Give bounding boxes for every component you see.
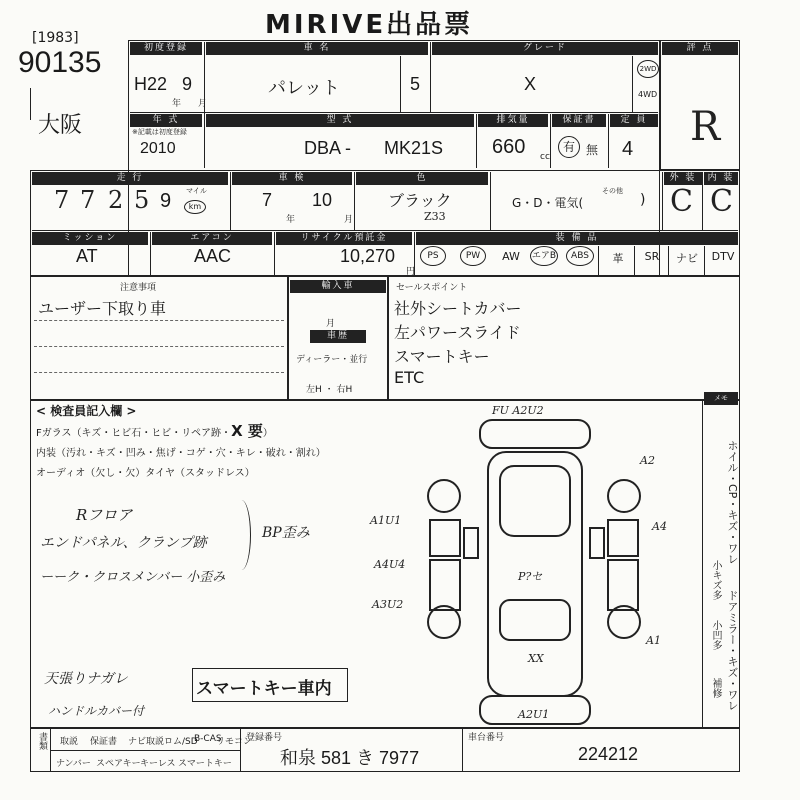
equip-navi: ナビ [676, 252, 698, 265]
warranty-label: 保証書 [552, 114, 606, 127]
km-unit: km [184, 200, 206, 214]
wheel-front-left [428, 480, 460, 512]
note-3: BP歪み [262, 525, 310, 541]
doc-remote: リモコン [216, 737, 253, 747]
exterior-label: 外 装 [664, 172, 702, 185]
sales-point-2: 左パワースライド [394, 323, 521, 342]
note-4: ーーク・クロスメンバー 小歪み [40, 570, 226, 585]
remarks-line-1: ユーザー下取り車 [38, 299, 167, 318]
door-right-front [608, 520, 638, 556]
doc-keyless: キーレス [140, 759, 176, 769]
color-label: 色 [356, 172, 488, 185]
mileage-digit-5: 9 [160, 190, 172, 212]
fuel-other: その他 [602, 187, 623, 195]
mark-right-rear: A1 [646, 634, 661, 647]
exterior-grade: C [670, 184, 693, 219]
memo-items-5: 補修 [710, 678, 721, 698]
reg-year-unit: 年 [172, 99, 182, 109]
door-left-rear [430, 560, 460, 610]
interior-grade: C [710, 184, 733, 219]
frame-label: 車台番号 [468, 733, 505, 743]
mark-center: P?セ [518, 570, 543, 583]
page-title: MIRIVE出品票 [265, 10, 474, 40]
note-1: Rフロア [76, 506, 133, 524]
mission-label: ミッション [32, 232, 148, 245]
equip-sunroof: SR [644, 250, 660, 263]
mileage-digit-1: 7 [54, 186, 70, 214]
equip-airbag: エアB [530, 246, 558, 266]
note-2: エンドパネル、クランプ跡 [40, 535, 207, 551]
mileage-digit-2: 7 [80, 186, 96, 214]
lot-year: [1983] [32, 30, 79, 46]
memo-items-3: ドアミラー・キズ・ワレ [726, 590, 739, 711]
inspection-year-unit: 年 [286, 215, 296, 225]
equip-pw: PW [460, 246, 486, 266]
warranty-yes: 有 [558, 136, 580, 158]
displacement: 660 [492, 136, 526, 158]
model-prefix: DBA - [304, 138, 352, 158]
drive-2wd: 2WD [637, 60, 659, 78]
history-month: 月 [326, 319, 336, 329]
car-name: パレット [268, 78, 340, 98]
doc-smartkey: スマートキー [178, 759, 232, 769]
fuel-end: ) [640, 192, 646, 208]
memo-items-1: ホイル・CP・キズ・ワレ [726, 440, 739, 565]
note-bracket [232, 500, 251, 570]
model-year: 2010 [140, 140, 176, 157]
reg-month: 9 [182, 74, 193, 94]
reg-year: H22 [134, 74, 168, 94]
mileage-digit-3: 2 [108, 186, 124, 214]
inspector-title: < 検査員記入欄 > [36, 404, 137, 418]
mark-left-door: A4U4 [374, 558, 406, 571]
doc-spare-key: スペアキー [96, 759, 141, 769]
inspector-line-1-end: ） [262, 428, 273, 439]
doc-warranty: 保証書 [90, 737, 118, 747]
model-code: MK21S [384, 138, 444, 158]
inspection-label: 車 検 [232, 172, 352, 185]
color: ブラック [388, 193, 452, 210]
equip-ps: PS [420, 246, 446, 266]
history-box: 車歴 [310, 330, 366, 343]
inspector-line-2: 内装（汚れ・キズ・凹み・焦げ・コゲ・穴・キレ・破れ・割れ） [36, 448, 326, 459]
score-value: R [690, 104, 721, 150]
mission: AT [76, 246, 98, 266]
score-label: 評 点 [662, 42, 738, 55]
cc-unit: cc [540, 152, 550, 162]
grade-label: グレード [432, 42, 658, 55]
plate-label: 登録番号 [246, 733, 283, 743]
doc-rom-sd: ロム/SD [164, 737, 198, 747]
cc-label: 排気量 [478, 114, 548, 127]
mark-front: FU A2U2 [492, 404, 544, 417]
note-6: ハンドルカバー付 [48, 704, 145, 718]
smartkey-label: スマートキー車内 [196, 679, 332, 699]
side-left [464, 528, 478, 558]
history-label: 輸入車 [290, 280, 386, 293]
doors: 5 [410, 74, 421, 94]
inspection-month: 10 [312, 190, 333, 210]
equipment-label: 装 備 品 [416, 232, 738, 245]
side-right [590, 528, 604, 558]
inspector-line-1 [36, 420, 273, 441]
plate-number: 和泉 581 き 7977 [280, 748, 420, 768]
air-conditioner: AAC [194, 246, 232, 266]
doc-manual: 取説 [60, 737, 79, 747]
name-label: 車 名 [206, 42, 428, 55]
model-year-label: 年 式 [130, 114, 202, 127]
memo-items-2: 小キズ多 [710, 560, 721, 600]
grade: X [524, 74, 537, 94]
equip-aw: AW [502, 250, 520, 263]
location: 大阪 [38, 113, 83, 138]
mark-left-rear: A3U2 [372, 598, 404, 611]
mile-unit: マイル [186, 187, 207, 195]
equip-dtv: DTV [711, 250, 735, 263]
door-left-front [430, 520, 460, 556]
mark-right-door: A4 [652, 520, 667, 533]
doc-bcas: B-CAS [194, 734, 222, 744]
recycle-deposit: 10,270 [340, 246, 396, 266]
reg-label: 初度登録 [130, 42, 202, 55]
mark-rear-panel: XX [528, 652, 544, 665]
mark-rear: A2U1 [518, 708, 550, 721]
mark-left-front: A1U1 [370, 514, 402, 527]
inspector-line-1-text: Fガラス（キズ・ヒビ石・ヒビ・リペア跡・ [36, 428, 232, 439]
doc-plate: ナンバー [56, 759, 91, 769]
inspector-line-1-mark: X 要 [231, 422, 263, 440]
recycle-label: リサイクル預託金 [276, 232, 412, 245]
equip-abs: ABS [566, 246, 594, 266]
interior-label: 内 装 [704, 172, 738, 185]
memo-items-4: 小凹多 [710, 620, 721, 650]
drive-4wd: 4WD [638, 90, 658, 99]
ac-label: エアコン [152, 232, 272, 245]
sales-point-1: 社外シートカバー [394, 299, 522, 318]
sales-label: セールスポイント [396, 283, 468, 293]
note-5: 天張りナガレ [44, 671, 128, 687]
seats: 4 [622, 138, 634, 160]
door-right-rear [608, 560, 638, 610]
inspection-month-unit: 月 [344, 215, 354, 225]
memo-label: メモ [704, 392, 738, 405]
inspection-year: 7 [262, 190, 273, 210]
mileage-digit-4: 5 [134, 186, 150, 214]
reg-month-unit: 月 [198, 99, 208, 109]
front-bumper [480, 420, 590, 448]
color-code: Z33 [424, 210, 446, 223]
remarks-label: 注意事項 [120, 283, 157, 293]
history-dealer: ディーラー・並行 [296, 355, 368, 365]
wheel-front-right [608, 480, 640, 512]
mileage-label: 走 行 [32, 172, 228, 185]
type-label: 型 式 [206, 114, 474, 127]
frame-number: 224212 [578, 744, 639, 764]
model-year-sub: ※記載は初度登録 [132, 128, 187, 136]
equip-leather: 革 [612, 252, 624, 265]
mark-right-front: A2 [640, 454, 655, 467]
warranty-no: 無 [586, 143, 599, 157]
documents-label: 書類 [37, 732, 47, 750]
fuel-type: G・D・電気( [512, 196, 584, 210]
yen-unit: 円 [406, 267, 416, 277]
car-damage-diagram [370, 400, 700, 728]
lot-number: 90135 [18, 46, 102, 79]
inspector-line-3: オーディオ（欠し・欠）タイヤ（スタッドレス） [36, 468, 255, 479]
history-handle: 左H ・ 右H [306, 385, 353, 395]
sales-point-3: スマートキー [394, 347, 490, 366]
hood [500, 466, 570, 536]
sales-point-4: ETC [394, 368, 425, 387]
roof-rear [500, 600, 570, 640]
seats-label: 定 員 [610, 114, 658, 127]
doc-navi-manual: ナビ取説 [128, 737, 165, 747]
